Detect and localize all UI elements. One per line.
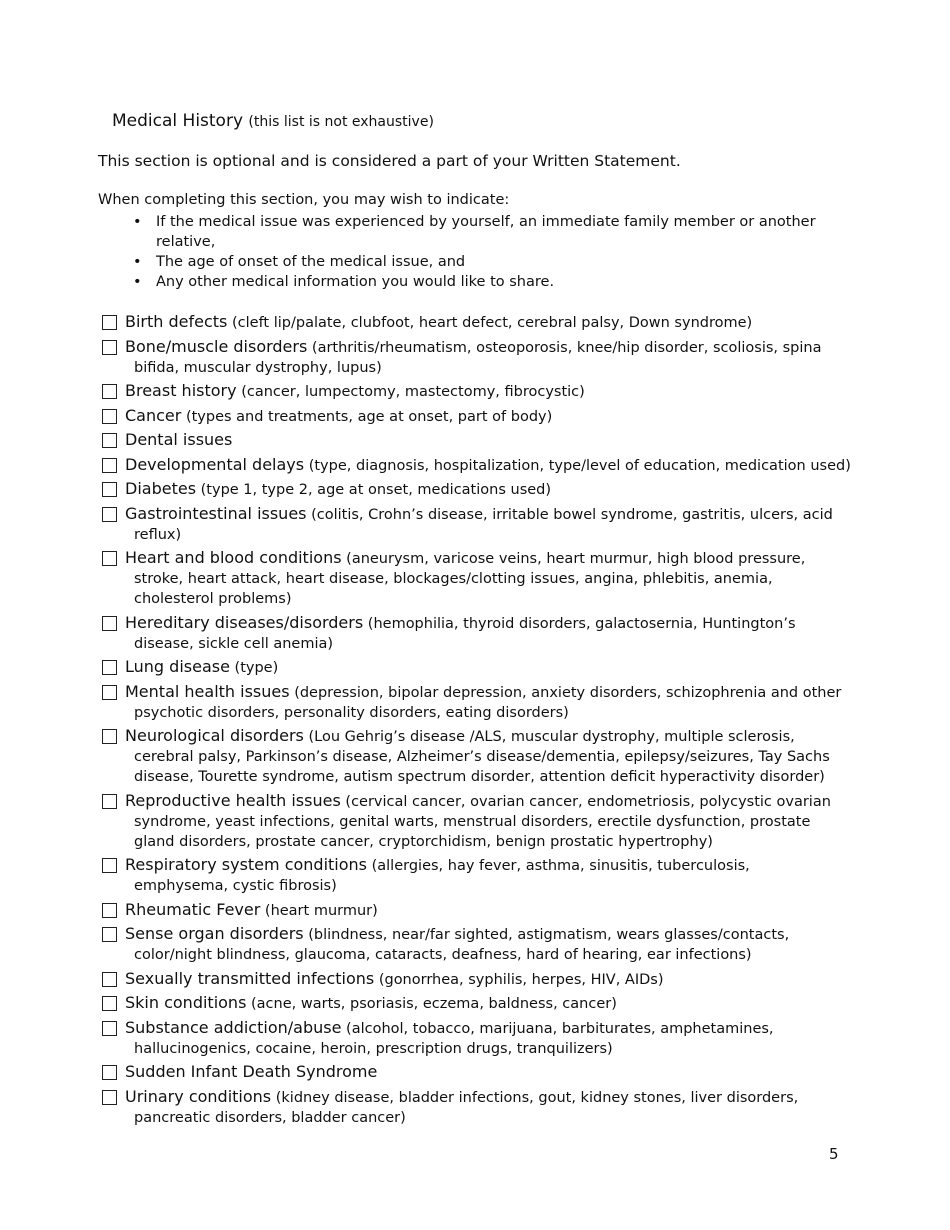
checkbox[interactable]	[102, 903, 117, 918]
condition-detail: (acne, warts, psoriasis, eczema, baldness, cancer)	[251, 996, 617, 1012]
condition-item-cancer	[102, 406, 882, 427]
checkbox[interactable]	[102, 794, 117, 809]
condition-name: Neurological disorders	[125, 726, 304, 745]
condition-detail: (Lou Gehrig’s disease /ALS, muscular dystrophy, multiple sclerosis,	[308, 729, 795, 745]
checkbox[interactable]	[102, 927, 117, 942]
condition-detail: (type 1, type 2, age at onset, medications used)	[200, 482, 552, 498]
condition-item-dental	[102, 430, 882, 451]
checkbox[interactable]	[102, 409, 117, 424]
condition-detail: (type, diagnosis, hospitalization, type/level of education, medication used)	[308, 457, 851, 474]
condition-detail-line: disease, Tourette syndrome, autism spectrum disorder, attention deficit hyperactivity disorder)	[134, 769, 825, 785]
condition-detail-line: psychotic disorders, personality disorders, eating disorders)	[134, 704, 569, 721]
lead-text: When completing this section, you may wish to indicate:	[98, 192, 510, 208]
condition-detail: (gonorrhea, syphilis, herpes, HIV, AIDs)	[378, 971, 664, 988]
title-note: (this list is not exhaustive)	[248, 114, 434, 130]
condition-name: Urinary conditions	[125, 1086, 272, 1106]
title-text: Medical History	[112, 111, 244, 131]
condition-detail: (allergies, hay fever, asthma, sinusitis, tuberculosis,	[371, 858, 750, 874]
condition-item-lung	[102, 657, 882, 678]
checkbox[interactable]	[102, 482, 117, 497]
bullet-item: • If the medical issue was experienced by yourself, an immediate family member or another relative,	[131, 212, 851, 252]
condition-detail-line: cerebral palsy, Parkinson’s disease, Alzheimer’s disease/dementia, epilepsy/seizures, Tay Sachs	[134, 749, 830, 765]
condition-detail-line: stroke, heart attack, heart disease, blockages/clotting issues, angina, phlebitis, anemia,	[134, 571, 773, 587]
condition-detail: (colitis, Crohn’s disease, irritable bowel syndrome, gastritis, ulcers, acid	[311, 506, 833, 523]
checkbox[interactable]	[102, 616, 117, 631]
condition-checklist	[102, 312, 882, 1131]
condition-detail-line: cholesterol problems)	[134, 591, 292, 607]
condition-detail: (types and treatments, age at onset, part of body)	[185, 408, 553, 425]
condition-detail: (aneurysm, varicose veins, heart murmur, high blood pressure,	[346, 551, 806, 567]
condition-name: Hereditary diseases/disorders	[125, 612, 364, 632]
condition-item-sids	[102, 1062, 882, 1083]
condition-detail: (hemophilia, thyroid disorders, galactosernia, Huntington’s	[367, 615, 796, 632]
condition-detail: (heart murmur)	[264, 902, 378, 919]
condition-detail-line: emphysema, cystic fibrosis)	[134, 878, 337, 894]
condition-detail-line: bifida, muscular dystrophy, lupus)	[134, 359, 382, 376]
condition-item-mental-health	[102, 682, 882, 723]
checkbox[interactable]	[102, 551, 117, 566]
checkbox[interactable]	[102, 1065, 117, 1080]
condition-item-hereditary	[102, 613, 882, 654]
condition-item-bone-muscle	[102, 337, 882, 378]
condition-name: Bone/muscle disorders	[125, 336, 308, 356]
condition-detail-line: pancreatic disorders, bladder cancer)	[134, 1109, 406, 1126]
checkbox[interactable]	[102, 1090, 117, 1105]
condition-detail: (cancer, lumpectomy, mastectomy, fibrocystic)	[241, 384, 585, 400]
checkbox[interactable]	[102, 433, 117, 448]
condition-name: Cancer	[125, 405, 182, 425]
page-number: 5	[829, 1145, 839, 1163]
bullet-item: • The age of onset of the medical issue, and	[131, 252, 851, 272]
condition-name: Breast history	[125, 381, 237, 400]
condition-detail-line: hallucinogenics, cocaine, heroin, prescription drugs, tranquilizers)	[134, 1040, 613, 1057]
checkbox[interactable]	[102, 1021, 117, 1036]
condition-item-neurological	[102, 726, 882, 787]
condition-detail-line: syndrome, yeast infections, genital warts, menstrual disorders, erectile dysfunction, prostate	[134, 813, 811, 830]
condition-item-respiratory	[102, 855, 882, 896]
condition-item-gastrointestinal	[102, 504, 882, 545]
condition-detail-line: color/night blindness, glaucoma, cataracts, deafness, hard of hearing, ear infections)	[134, 947, 752, 963]
condition-name: Respiratory system conditions	[125, 855, 367, 874]
checkbox[interactable]	[102, 660, 117, 675]
bullet-list	[131, 212, 851, 292]
condition-name: Mental health issues	[125, 681, 290, 701]
condition-item-heart-blood	[102, 548, 882, 609]
checkbox[interactable]	[102, 729, 117, 744]
condition-name: Developmental delays	[125, 454, 305, 474]
condition-name: Sense organ disorders	[125, 924, 304, 943]
condition-detail-line: disease, sickle cell anemia)	[134, 635, 334, 652]
condition-detail: (alcohol, tobacco, marijuana, barbiturates, amphetamines,	[346, 1020, 774, 1037]
condition-name: Gastrointestinal issues	[125, 503, 307, 523]
condition-name: Rheumatic Fever	[125, 899, 261, 919]
condition-detail: (kidney disease, bladder infections, gout, kidney stones, liver disorders,	[275, 1089, 799, 1106]
condition-item-sense-organ	[102, 924, 882, 965]
condition-item-rheumatic-fever	[102, 900, 882, 921]
checkbox[interactable]	[102, 996, 117, 1011]
condition-item-sti	[102, 969, 882, 990]
condition-name: Skin conditions	[125, 993, 247, 1012]
condition-item-reproductive	[102, 791, 882, 852]
condition-detail: (type)	[234, 660, 279, 676]
condition-detail-line: gland disorders, prostate cancer, cryptorchidism, benign prostatic hypertrophy)	[134, 833, 713, 850]
condition-name: Substance addiction/abuse	[125, 1017, 342, 1037]
condition-item-developmental	[102, 455, 882, 476]
condition-item-breast-history	[102, 381, 882, 402]
checkbox[interactable]	[102, 685, 117, 700]
checkbox[interactable]	[102, 340, 117, 355]
condition-name: Lung disease	[125, 657, 230, 676]
checkbox[interactable]	[102, 972, 117, 987]
condition-item-diabetes	[102, 479, 882, 500]
condition-item-birth-defects	[102, 312, 882, 333]
checkbox[interactable]	[102, 315, 117, 330]
condition-name: Heart and blood conditions	[125, 548, 342, 567]
intro-text: This section is optional and is considered a part of your Written Statement.	[98, 152, 681, 170]
condition-name: Reproductive health issues	[125, 790, 341, 810]
checkbox[interactable]	[102, 458, 117, 473]
condition-name: Sudden Infant Death Syndrome	[125, 1062, 378, 1081]
condition-item-urinary	[102, 1087, 882, 1128]
condition-name: Birth defects	[125, 312, 228, 331]
checkbox[interactable]	[102, 507, 117, 522]
checkbox[interactable]	[102, 858, 117, 873]
condition-detail: (blindness, near/far sighted, astigmatism, wears glasses/contacts,	[308, 927, 790, 943]
condition-item-substance	[102, 1018, 882, 1059]
condition-detail: (arthritis/rheumatism, osteoporosis, knee/hip disorder, scoliosis, spina	[311, 339, 822, 356]
condition-detail: (cleft lip/palate, clubfoot, heart defect, cerebral palsy, Down syndrome)	[232, 315, 753, 331]
condition-name: Diabetes	[125, 479, 197, 498]
condition-detail: (depression, bipolar depression, anxiety disorders, schizophrenia and other	[294, 684, 842, 701]
condition-name: Dental issues	[125, 430, 233, 449]
condition-item-skin	[102, 993, 882, 1014]
checkbox[interactable]	[102, 384, 117, 399]
bullet-item: • Any other medical information you would like to share.	[131, 272, 851, 292]
page-title	[112, 111, 434, 131]
condition-name: Sexually transmitted infections	[125, 968, 375, 988]
condition-detail-line: reflux)	[134, 526, 182, 543]
condition-detail: (cervical cancer, ovarian cancer, endometriosis, polycystic ovarian	[345, 793, 831, 810]
